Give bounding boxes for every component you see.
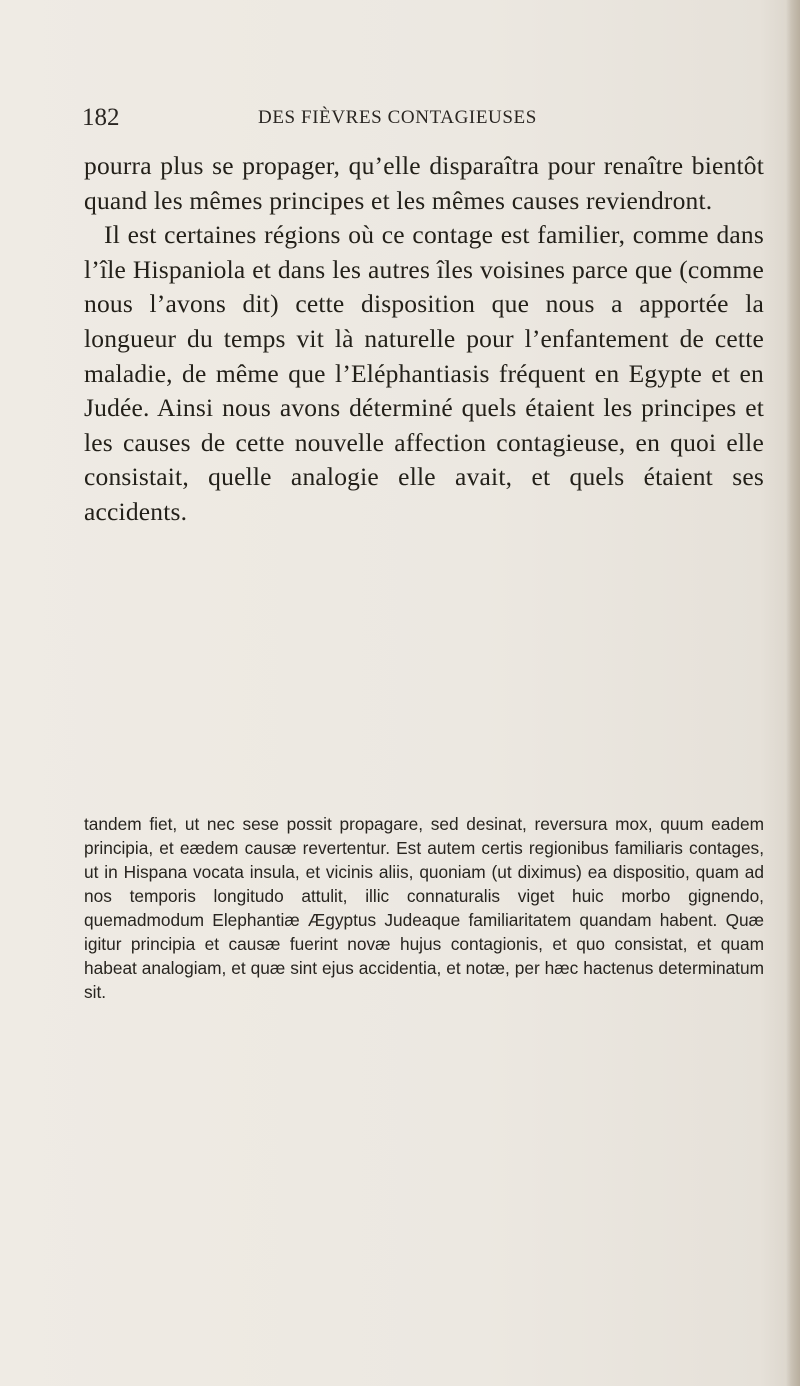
running-head-title: DES FIÈVRES CONTAGIEUSES [258, 107, 537, 128]
latin-original [84, 812, 764, 1004]
french-paragraph-1: pourra plus se propager, qu’elle disparaîtra pour renaître bientôt quand les mêmes principes et les mêmes causes reviendront. [84, 151, 764, 215]
latin-paragraph-1: tandem fiet, ut nec sese possit propagare, sed desinat, reversura mox, quum eadem principia, et eædem causæ revertentur. Est autem certis regionibus familiaris contages, ut in Hispana vocata insula, et vicinis aliis, quoniam (ut diximus) ea dispositio, quam ad nos temporis longitudo attulit, illic connaturalis viget huic morbo gignendo, quemadmodum Elephantiæ Ægyptus Judeaque familiaritatem quandam habent. Quæ igitur principia et causæ fuerint novæ hujus contagionis, et quo consistat, et quam habeat analogiam, et quæ sint ejus accidentia, et notæ, per hæc hactenus determinatum sit. [84, 814, 764, 1002]
french-paragraph-2: Il est certaines régions où ce contage est familier, comme dans l’île Hispaniola et dans les autres îles voisines parce que (comme nous l’avons dit) cette disposition que nous a apportée la longueur du temps vit là naturelle pour l’enfantement de cette maladie, de même que l’Eléphantiasis fréquent en Egypte et en Judée. Ainsi nous avons déterminé quels étaient les principes et les causes de cette nouvelle affection contagieuse, en quoi elle consistait, quelle analogie elle avait, et quels étaient ses accidents. [84, 220, 764, 526]
running-head [82, 100, 764, 136]
page-edge-shadow [786, 0, 800, 1386]
french-translation [84, 149, 764, 530]
page-number: 182 [82, 104, 120, 131]
